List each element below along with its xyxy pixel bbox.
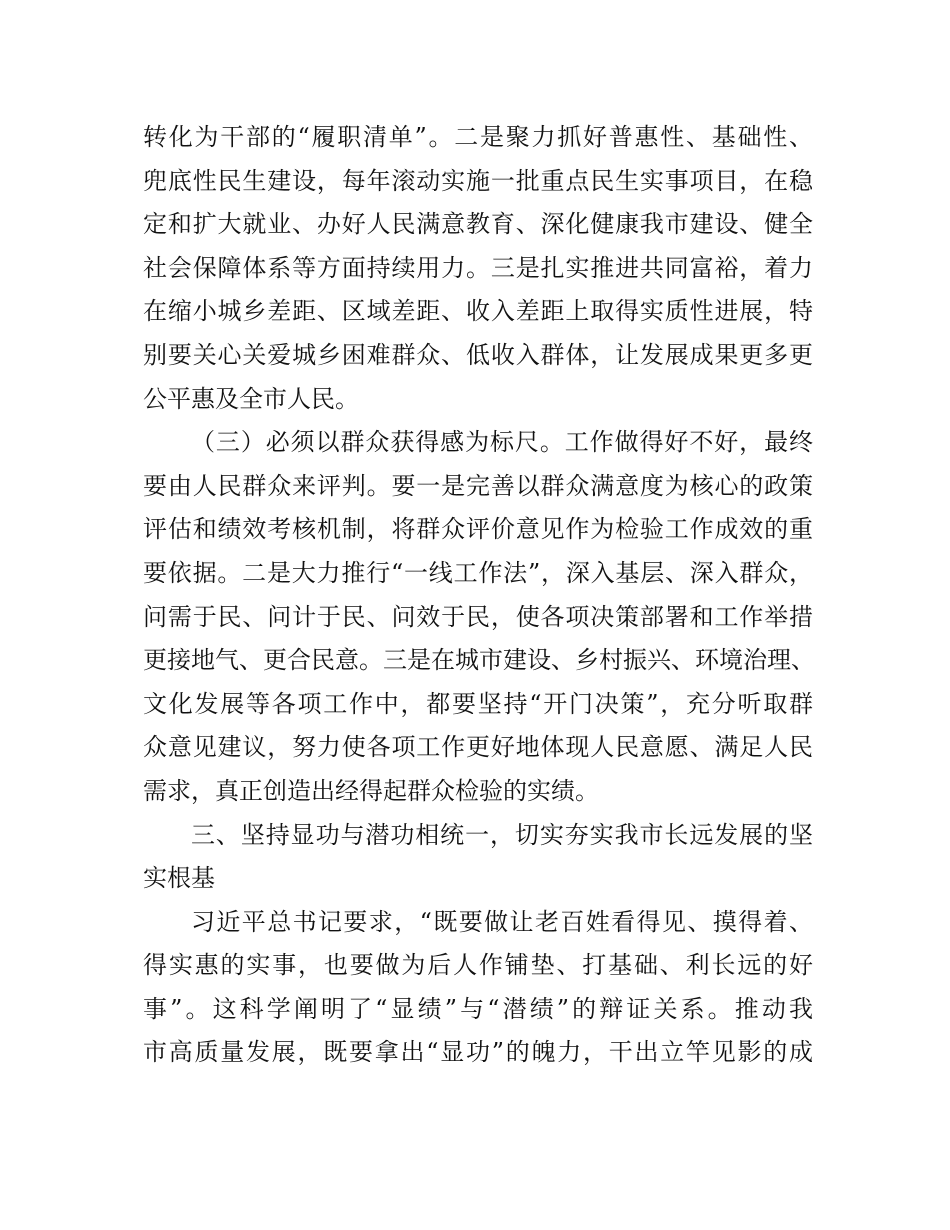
text-line: 社会保障体系等方面持续用力。三是扎实推进共同富裕，着力 bbox=[143, 253, 813, 282]
text-line: 要由人民群众来评判。要一是完善以群众满意度为核心的政策 bbox=[143, 471, 813, 500]
document-body bbox=[143, 116, 813, 1075]
text-line: 市高质量发展，既要拿出“显功”的魄力，干出立竿见影的成 bbox=[143, 1038, 813, 1067]
text-line: 要依据。二是大力推行“一线工作法”，深入基层、深入群众， bbox=[143, 558, 813, 587]
text-line: 需求，真正创造出经得起群众检验的实绩。 bbox=[143, 776, 599, 805]
heading-line: 三、坚持显功与潜功相统一，切实夯实我市长远发展的坚 bbox=[191, 820, 813, 849]
text-line: 公平惠及全市人民。 bbox=[143, 384, 359, 413]
text-line: 习近平总书记要求，“既要做让老百姓看得见、摸得着、 bbox=[191, 907, 813, 936]
heading-line: 实根基 bbox=[143, 864, 215, 893]
text-line: （三）必须以群众获得感为标尺。工作做得好不好，最终 bbox=[191, 428, 813, 457]
text-line: 问需于民、问计于民、问效于民，使各项决策部署和工作举措 bbox=[143, 602, 813, 631]
text-line: 别要关心关爱城乡困难群众、低收入群体，让发展成果更多更 bbox=[143, 340, 813, 369]
paragraph bbox=[143, 116, 813, 421]
text-line: 在缩小城乡差距、区域差距、收入差距上取得实质性进展，特 bbox=[143, 297, 813, 326]
paragraph bbox=[143, 421, 813, 813]
section-heading bbox=[143, 814, 813, 901]
text-line: 转化为干部的“履职清单”。二是聚力抓好普惠性、基础性、 bbox=[143, 123, 813, 151]
text-line: 评估和绩效考核机制，将群众评价意见作为检验工作成效的重 bbox=[143, 515, 813, 544]
text-line: 兜底性民生建设，每年滚动实施一批重点民生实事项目，在稳 bbox=[143, 166, 813, 195]
text-line: 得实惠的实事，也要做为后人作铺垫、打基础、利长远的好 bbox=[143, 951, 813, 980]
text-line: 定和扩大就业、办好人民满意教育、深化健康我市建设、健全 bbox=[143, 210, 813, 239]
paragraph bbox=[143, 901, 813, 1075]
text-line: 文化发展等各项工作中，都要坚持“开门决策”，充分听取群 bbox=[143, 689, 813, 718]
text-line: 事”。这科学阐明了“显绩”与“潜绩”的辩证关系。推动我 bbox=[143, 994, 813, 1023]
text-line: 更接地气、更合民意。三是在城市建设、乡村振兴、环境治理、 bbox=[143, 646, 815, 675]
text-line: 众意见建议，努力使各项工作更好地体现人民意愿、满足人民 bbox=[143, 733, 813, 762]
